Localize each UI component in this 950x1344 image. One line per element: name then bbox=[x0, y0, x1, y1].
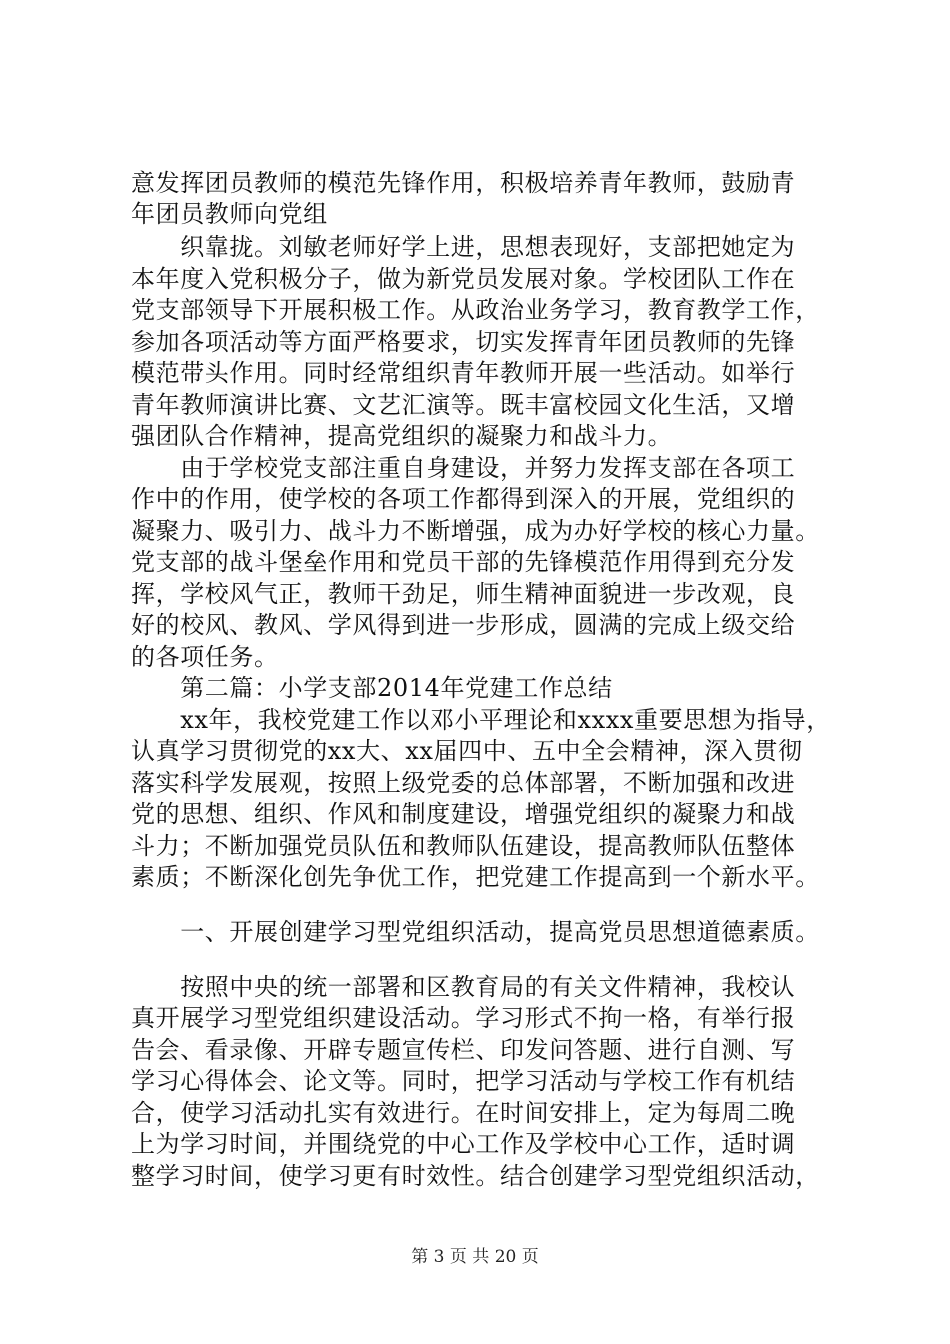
text-line: 织靠拢。刘敏老师好学上进，思想表现好，支部把她定为 bbox=[131, 233, 796, 261]
subsection-heading: 一、开展创建学习型党组织活动，提高党员思想道德素质。 bbox=[131, 918, 820, 946]
text-line: 认真学习贯彻党的xx大、xx届四中、五中全会精神，深入贯彻 bbox=[131, 737, 803, 765]
text-line: 挥，学校风气正，教师干劲足，师生精神面貌进一步改观，良 bbox=[131, 580, 796, 608]
page-number-label: 第 3 页 共 20 页 bbox=[411, 1247, 539, 1267]
section-heading: 第二篇：小学支部2014年党建工作总结 bbox=[131, 674, 613, 702]
text-line: 告会、看录像、开辟专题宣传栏、印发问答题、进行自测、写 bbox=[131, 1036, 796, 1064]
text-line: 按照中央的统一部署和区教育局的有关文件精神，我校认 bbox=[131, 973, 796, 1001]
text-line: xx年，我校党建工作以邓小平理论和xxxx重要思想为指导， bbox=[131, 706, 831, 734]
text-line: 党的思想、组织、作风和制度建设，增强党组织的凝聚力和战 bbox=[131, 800, 796, 828]
text-line: 素质；不断深化创先争优工作，把党建工作提高到一个新水平。 bbox=[131, 863, 820, 891]
page-footer bbox=[0, 1242, 950, 1267]
text-line: 上为学习时间，并围绕党的中心工作及学校中心工作，适时调 bbox=[131, 1130, 796, 1158]
text-line: 参加各项活动等方面严格要求，切实发挥青年团员教师的先锋 bbox=[131, 328, 796, 356]
text-line: 模范带头作用。同时经常组织青年教师开展一些活动。如举行 bbox=[131, 359, 796, 387]
text-line: 整学习时间，使学习更有时效性。结合创建学习型党组织活动， bbox=[131, 1162, 820, 1190]
text-line: 意发挥团员教师的模范先锋作用，积极培养青年教师，鼓励青 bbox=[131, 169, 796, 197]
text-line: 强团队合作精神，提高党组织的凝聚力和战斗力。 bbox=[131, 422, 673, 450]
text-line: 落实科学发展观，按照上级党委的总体部署，不断加强和改进 bbox=[131, 769, 796, 797]
text-line: 合，使学习活动扎实有效进行。在时间安排上，定为每周二晚 bbox=[131, 1099, 796, 1127]
text-line: 由于学校党支部注重自身建设，并努力发挥支部在各项工 bbox=[131, 454, 796, 482]
text-line: 年团员教师向党组 bbox=[131, 200, 328, 228]
text-line: 斗力；不断加强党员队伍和教师队伍建设，提高教师队伍整体 bbox=[131, 832, 796, 860]
text-line: 学习心得体会、论文等。同时，把学习活动与学校工作有机结 bbox=[131, 1067, 796, 1095]
text-line: 党支部领导下开展积极工作。从政治业务学习，教育教学工作， bbox=[131, 296, 820, 324]
text-line: 的各项任务。 bbox=[131, 643, 279, 671]
text-line: 本年度入党积极分子，做为新党员发展对象。学校团队工作在 bbox=[131, 265, 796, 293]
text-line: 真开展学习型党组织建设活动。学习形式不拘一格，有举行报 bbox=[131, 1004, 796, 1032]
text-line: 作中的作用，使学校的各项工作都得到深入的开展，党组织的 bbox=[131, 485, 796, 513]
text-line: 凝聚力、吸引力、战斗力不断增强，成为办好学校的核心力量。 bbox=[131, 517, 820, 545]
text-line: 好的校风、教风、学风得到进一步形成，圆满的完成上级交给 bbox=[131, 611, 796, 639]
text-line: 青年教师演讲比赛、文艺汇演等。既丰富校园文化生活，又增 bbox=[131, 391, 796, 419]
text-line: 党支部的战斗堡垒作用和党员干部的先锋模范作用得到充分发 bbox=[131, 548, 796, 576]
